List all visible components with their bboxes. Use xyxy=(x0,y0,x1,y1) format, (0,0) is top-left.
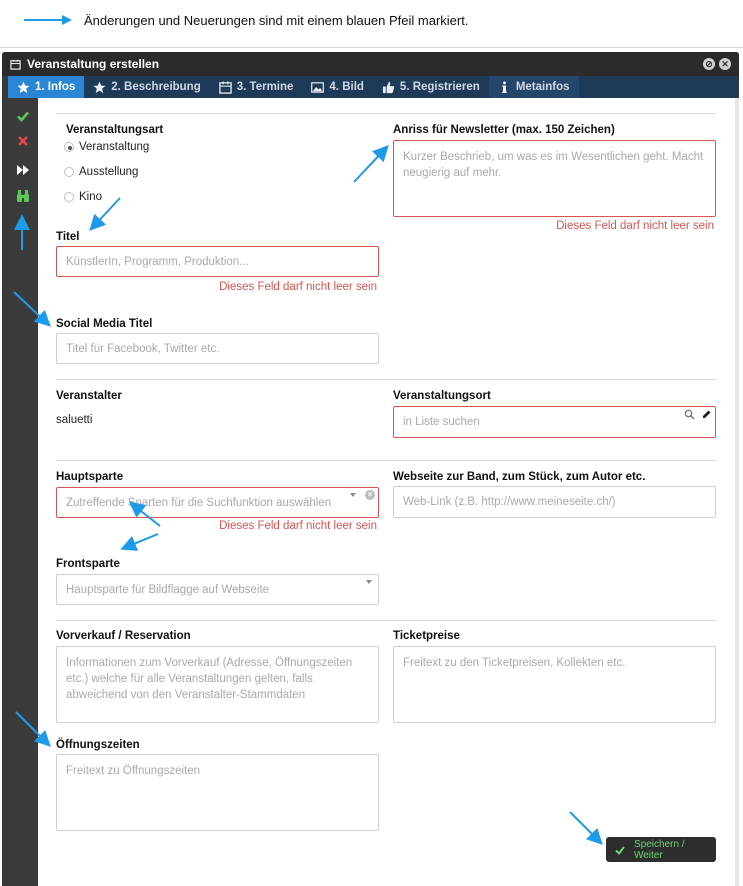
main-category-error: Dieses Feld darf nicht leer sein xyxy=(219,520,377,532)
preview-button[interactable] xyxy=(8,184,38,208)
tab-bar xyxy=(8,76,738,98)
minimize-icon[interactable]: ⊘ xyxy=(703,58,715,70)
prices-label: Ticketpreise xyxy=(393,630,460,642)
organizer-value: saluetti xyxy=(56,414,93,426)
event-type-label: Veranstaltungsart xyxy=(66,124,164,136)
scrollbar[interactable] xyxy=(735,98,739,886)
title-input[interactable]: KünstlerIn, Programm, Produktion... xyxy=(56,246,379,277)
star-icon xyxy=(93,81,106,94)
binoculars-icon xyxy=(16,189,30,203)
divider xyxy=(0,47,743,48)
main-category-label: Hauptsparte xyxy=(56,471,124,483)
organizer-label: Veranstalter xyxy=(56,390,122,402)
venue-label: Veranstaltungsort xyxy=(393,390,491,402)
tab-beschreibung[interactable]: 2. Beschreibung xyxy=(84,76,209,98)
search-icon[interactable] xyxy=(684,409,695,420)
chevron-down-icon[interactable] xyxy=(366,580,372,584)
info-icon xyxy=(498,81,511,94)
window-title: Veranstaltung erstellen xyxy=(27,57,160,71)
presale-textarea[interactable]: Informationen zum Vorverkauf (Adresse, Öffnungszeiten etc.) welche für alle Veranstaltungen gelten, falls abweichend von den Veranstalter-Stammdaten xyxy=(56,646,379,723)
radio-ausstellung[interactable]: Ausstellung xyxy=(64,166,138,178)
pencil-icon[interactable] xyxy=(701,409,712,420)
check-icon xyxy=(16,109,30,123)
legend-bar xyxy=(0,0,743,48)
teaser-label: Anriss für Newsletter (max. 150 Zeichen) xyxy=(393,124,615,136)
tab-termine[interactable]: 3. Termine xyxy=(210,76,303,98)
tab-infos[interactable]: 1. Infos xyxy=(8,76,84,98)
window-titlebar[interactable] xyxy=(2,52,739,76)
next-button[interactable] xyxy=(8,158,38,182)
clear-icon[interactable]: × xyxy=(365,490,375,500)
fast-forward-icon xyxy=(16,163,30,177)
save-next-button[interactable]: Speichern / Weiter xyxy=(606,837,716,862)
prices-textarea[interactable]: Freitext zu den Ticketpreisen, Kollekten etc. xyxy=(393,646,716,723)
divider xyxy=(56,113,716,114)
image-icon xyxy=(311,81,324,94)
tab-metainfos[interactable]: Metainfos xyxy=(489,76,579,98)
title-error: Dieses Feld darf nicht leer sein xyxy=(219,281,377,293)
radio-dot[interactable] xyxy=(64,142,74,152)
tab-registrieren[interactable]: 5. Registrieren xyxy=(373,76,489,98)
title-label: Titel xyxy=(56,231,80,243)
confirm-button[interactable] xyxy=(8,104,38,128)
social-title-label: Social Media Titel xyxy=(56,318,153,330)
radio-veranstaltung[interactable]: Veranstaltung xyxy=(64,141,149,153)
star-icon xyxy=(17,81,30,94)
teaser-textarea[interactable]: Kurzer Beschrieb, um was es im Wesentlichen geht. Macht neugierig auf mehr. xyxy=(393,140,716,217)
close-icon xyxy=(16,134,30,148)
action-sidebar xyxy=(8,98,38,886)
blue-arrow-icon xyxy=(24,14,72,26)
opening-hours-textarea[interactable]: Freitext zu Öffnungszeiten xyxy=(56,754,379,831)
front-category-label: Frontsparte xyxy=(56,558,120,570)
opening-hours-label: Öffnungszeiten xyxy=(56,739,140,751)
divider xyxy=(56,379,716,380)
check-icon xyxy=(615,845,625,855)
website-label: Webseite zur Band, zum Stück, zum Autor etc. xyxy=(393,471,646,483)
main-category-select[interactable]: Zutreffende Sparten für die Suchfunktion auswählen xyxy=(56,487,379,518)
presale-label: Vorverkauf / Reservation xyxy=(56,630,191,642)
website-input[interactable]: Web-Link (z.B. http://www.meineseite.ch/) xyxy=(393,486,716,518)
calendar-icon xyxy=(219,81,232,94)
calendar-icon xyxy=(10,59,21,70)
venue-input[interactable]: in Liste suchen xyxy=(393,406,716,438)
legend-text: Änderungen und Neuerungen sind mit einem blauen Pfeil markiert. xyxy=(84,13,469,28)
chevron-down-icon[interactable] xyxy=(350,493,356,497)
radio-kino[interactable]: Kino xyxy=(64,191,102,203)
social-title-input[interactable]: Titel für Facebook, Twitter etc. xyxy=(56,333,379,364)
front-category-select[interactable]: Hauptsparte für Bildflagge auf Webseite xyxy=(56,574,379,605)
divider xyxy=(56,460,716,461)
tab-bild[interactable]: 4. Bild xyxy=(302,76,373,98)
radio-dot[interactable] xyxy=(64,167,74,177)
divider xyxy=(56,620,716,621)
teaser-error: Dieses Feld darf nicht leer sein xyxy=(556,220,714,232)
thumbs-up-icon xyxy=(382,81,395,94)
close-icon[interactable]: ✕ xyxy=(719,58,731,70)
cancel-button[interactable] xyxy=(8,129,38,153)
radio-dot[interactable] xyxy=(64,192,74,202)
